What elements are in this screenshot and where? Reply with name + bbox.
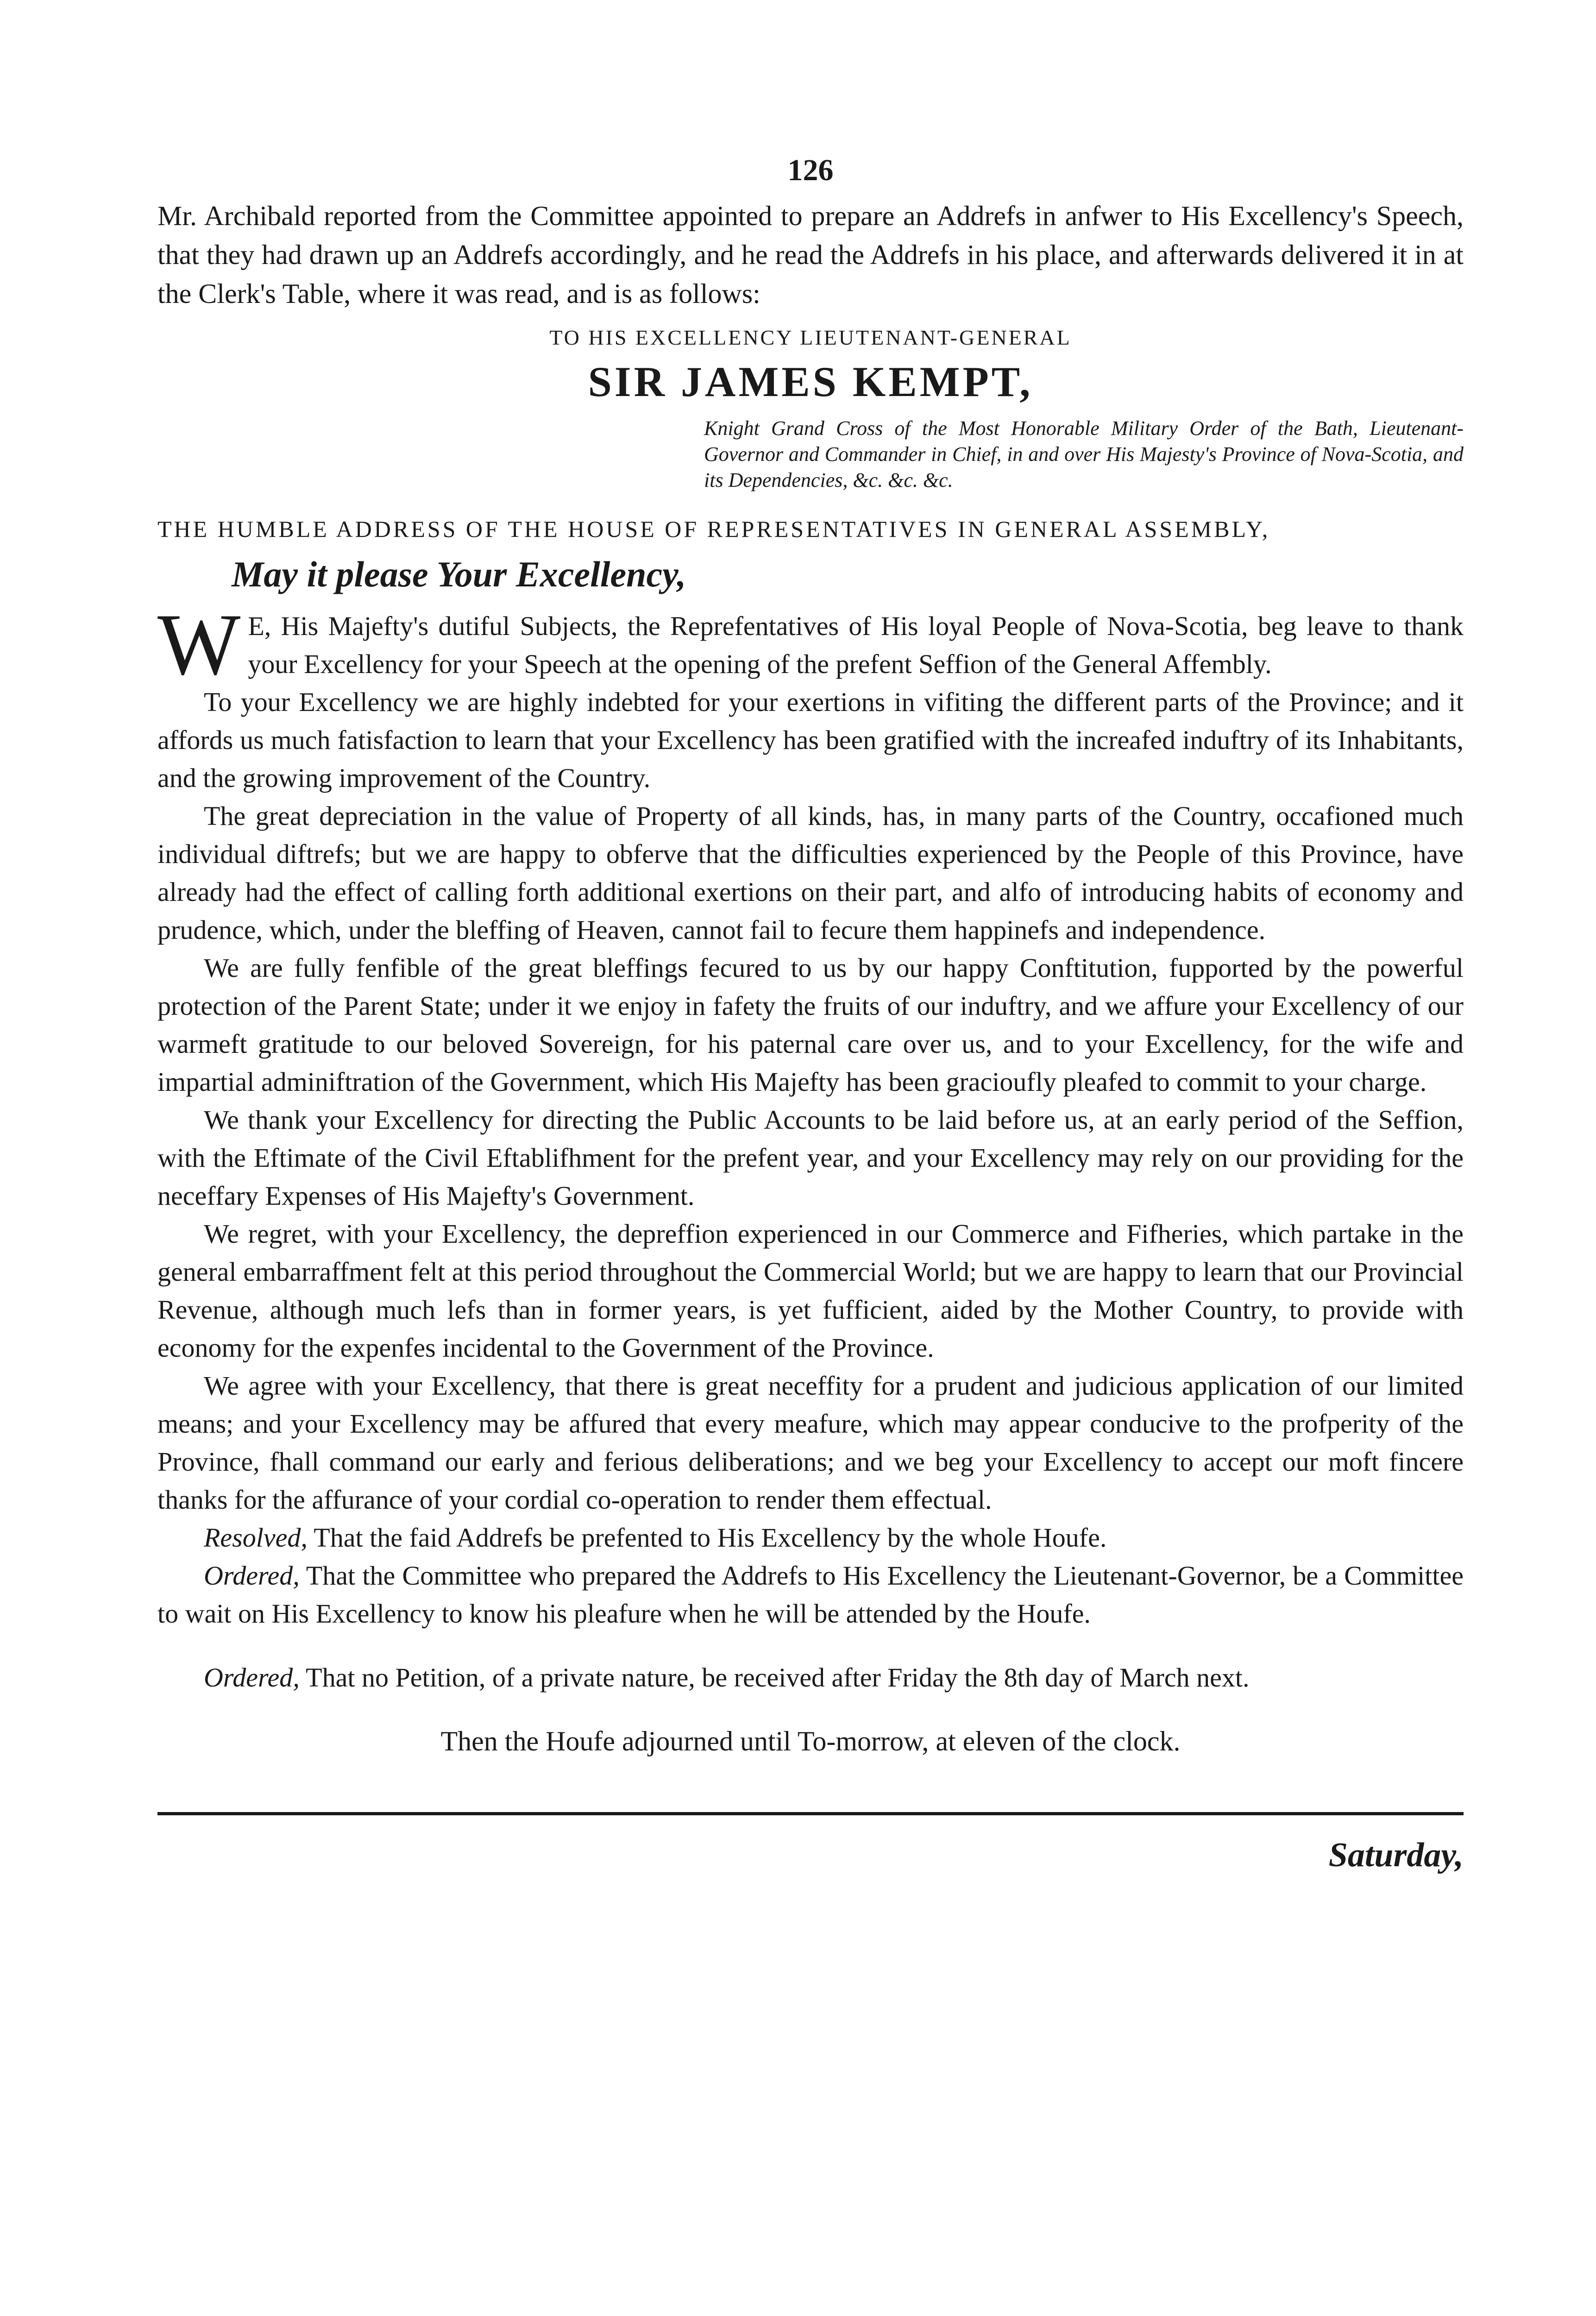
ordered-label: Ordered,	[204, 1561, 300, 1591]
page-divider	[157, 1812, 1464, 1815]
resolved-label: Resolved,	[204, 1523, 308, 1553]
addressee-titles: Knight Grand Cross of the Most Honorable Military Order of the Bath, Lieutenant-Governor and Commander in Chief, in and over His Majesty's Province of Nova-Scotia, and its Dependencies, &c. &c. &c.	[704, 417, 1464, 491]
address-body	[157, 596, 1464, 1633]
address-paragraph: We regret, with your Excellency, the depreffion experienced in our Commerce and Fifheries, which partake in the general embarraffment felt at this period throughout the Commercial World; but we are happy to learn that our Provincial Revenue, although much lefs than in former years, is yet fufficient, aided by the Mother Country, to provide with economy for the expenfes incidental to the Government of the Province.	[157, 1219, 1464, 1363]
order-paragraph: Ordered, That the Committee who prepared the Addrefs to His Excellency the Lieutenant-Governor, be a Committee to wait on His Excellency to know his pleafure when he will be attended by the Houfe.	[157, 1561, 1464, 1629]
address-heading: THE HUMBLE ADDRESS OF THE HOUSE OF REPRESENTATIVES IN GENERAL ASSEMBLY,	[157, 516, 1270, 542]
address-paragraph: The great depreciation in the value of Property of all kinds, has, in many parts of the Country, occafioned much individual diftrefs; but we are happy to obferve that the difficulties experienced by the People of this Province, have already had the effect of calling forth additional exertions on their part, and alfo of introducing habits of economy and prudence, which, under the bleffing of Heaven, cannot fail to fecure them happinefs and independence.	[157, 801, 1464, 945]
address-paragraph: We are fully fenfible of the great bleffings fecured to us by our happy Conftitution, fupported by the powerful protection of the Parent State; under it we enjoy in fafety the fruits of our induftry, and we affure your Excellency of our warmeft gratitude to our beloved Sovereign, for his paternal care over us, and to your Excellency, for the wife and impartial adminiftration of the Government, which His Majefty has been gracioufly pleafed to commit to your charge.	[157, 953, 1464, 1097]
petition-order-paragraph: Ordered, That no Petition, of a private nature, be received after Friday the 8th day of March next.	[204, 1662, 1250, 1693]
address-paragraph: W E, His Majefty's dutiful Subjects, the Reprefentatives of His loyal People of Nova-Scotia, beg leave to thank your Excellency for your Speech at the opening of the prefent Seffion of the General Affembly.	[157, 596, 1464, 693]
catchword: Saturday,	[1328, 1836, 1464, 1874]
page-number: 126	[787, 153, 834, 187]
address-to-line: TO HIS EXCELLENCY LIEUTENANT-GENERAL	[549, 326, 1072, 349]
address-paragraph: We thank your Excellency for directing the Public Accounts to be laid before us, at an early period of the Seffion, with the Eftimate of the Civil Eftablifhment for the prefent year, and your Excellency may rely on our providing for the neceffary Expenses of His Majefty's Government.	[157, 1105, 1464, 1211]
intro-paragraph: Mr. Archibald reported from the Committee appointed to prepare an Addrefs in anfwer to His Excellency's Speech, that they had drawn up an Addrefs accordingly, and he read the Addrefs in his place, and afterwards delivered it in at the Clerk's Table, where it was read, and is as follows:	[157, 201, 1464, 309]
address-paragraph: We agree with your Excellency, that there is great neceffity for a prudent and judicious application of our limited means; and your Excellency may be affured that every meafure, which may appear conducive to the profperity of the Province, fhall command our early and ferious deliberations; and we beg your Excellency to accept our moft fincere thanks for the affurance of your cordial co-operation to render them effectual.	[157, 1371, 1464, 1515]
address-paragraph: To your Excellency we are highly indebted for your exertions in vifiting the different parts of the Province; and it affords us much fatisfaction to learn that your Excellency has been gratified with the increafed induftry of its Inhabitants, and the growing improvement of the Country.	[157, 687, 1464, 793]
drop-cap: W	[157, 596, 241, 693]
ordered-label: Ordered,	[204, 1662, 300, 1693]
resolution-paragraph: Resolved, That the faid Addrefs be prefented to His Excellency by the whole Houfe.	[204, 1523, 1107, 1553]
document-page	[157, 153, 1464, 1875]
addressee-name: SIR JAMES KEMPT,	[588, 358, 1033, 405]
salutation: May it please Your Excellency,	[232, 554, 686, 594]
adjournment-line: Then the Houfe adjourned until To-morrow, at eleven of the clock.	[440, 1726, 1181, 1756]
